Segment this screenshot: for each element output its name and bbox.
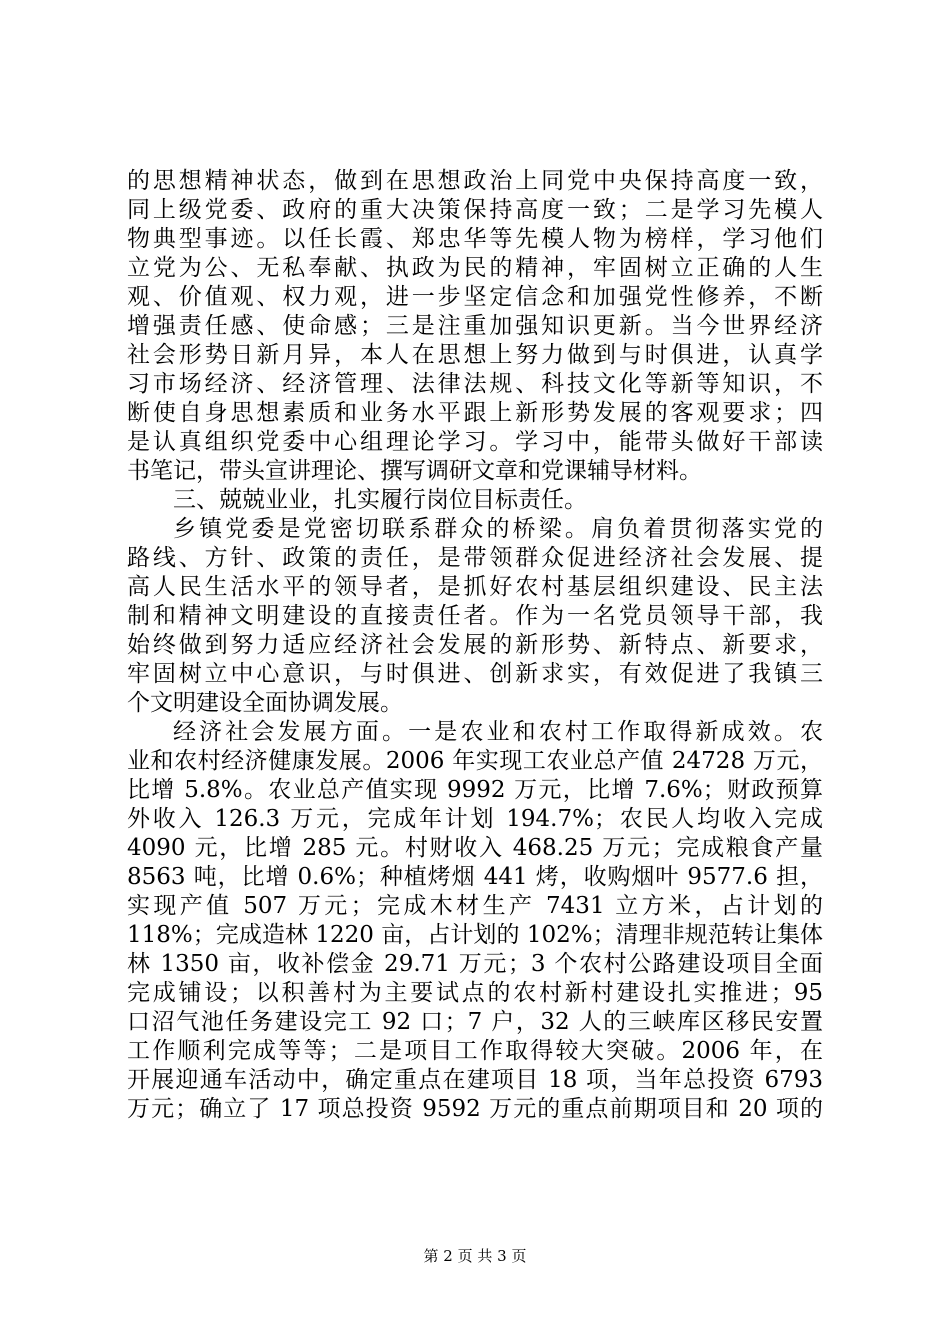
text-line: 乡镇党委是党密切联系群众的桥梁。肩负着贯彻落实党的 bbox=[173, 516, 823, 542]
text-line: 社会形势日新月异，本人在思想上努力做到与时俱进，认真学 bbox=[127, 342, 823, 368]
text-line: 书笔记，带头宣讲理论、撰写调研文章和党课辅导材料。 bbox=[127, 458, 702, 484]
text-line: 外收入 126.3 万元，完成年计划 194.7%；农民人均收入完成 bbox=[127, 806, 823, 832]
text-line: 林 1350 亩，收补偿金 29.71 万元；3 个农村公路建设项目全面 bbox=[127, 951, 823, 977]
text-line: 是认真组织党委中心组理论学习。学习中，能带头做好干部读 bbox=[127, 429, 823, 455]
text-line: 比增 5.8%。农业总产值实现 9992 万元，比增 7.6%；财政预算 bbox=[127, 777, 823, 803]
text-line: 工作顺利完成等等；二是项目工作取得较大突破。2006 年，在 bbox=[127, 1038, 823, 1064]
text-line: 立党为公、无私奉献、执政为民的精神，牢固树立正确的人生 bbox=[127, 255, 823, 281]
text-line: 业和农村经济健康发展。2006 年实现工农业总产值 24728 万元， bbox=[127, 748, 823, 774]
text-line: 观、价值观、权力观，进一步坚定信念和加强党性修养，不断 bbox=[127, 284, 823, 310]
text-line: 断使自身思想素质和业务水平跟上新形势发展的客观要求；四 bbox=[127, 400, 823, 426]
text-line: 始终做到努力适应经济社会发展的新形势、新特点、新要求， bbox=[127, 632, 823, 658]
text-line: 口沼气池任务建设完工 92 口；7 户，32 人的三峡库区移民安置 bbox=[127, 1009, 823, 1035]
text-line: 118%；完成造林 1220 亩，占计划的 102%；清理非规范转让集体 bbox=[127, 922, 823, 948]
text-line: 高人民生活水平的领导者，是抓好农村基层组织建设、民主法 bbox=[127, 574, 823, 600]
text-line: 4090 元，比增 285 元。村财收入 468.25 万元；完成粮食产量 bbox=[127, 835, 823, 861]
text-line: 经济社会发展方面。一是农业和农村工作取得新成效。农 bbox=[173, 719, 823, 745]
text-line: 牢固树立中心意识，与时俱进、创新求实，有效促进了我镇三 bbox=[127, 661, 823, 687]
text-line: 习市场经济、经济管理、法律法规、科技文化等新等知识，不 bbox=[127, 371, 823, 397]
text-line: 的思想精神状态，做到在思想政治上同党中央保持高度一致， bbox=[127, 168, 823, 194]
text-line: 路线、方针、政策的责任，是带领群众促进经济社会发展、提 bbox=[127, 545, 823, 571]
text-line: 万元；确立了 17 项总投资 9592 万元的重点前期项目和 20 项的 bbox=[127, 1096, 823, 1122]
text-line: 增强责任感、使命感；三是注重加强知识更新。当今世界经济 bbox=[127, 313, 823, 339]
text-line: 物典型事迹。以任长霞、郑忠华等先模人物为榜样，学习他们 bbox=[127, 226, 823, 252]
body-text bbox=[127, 167, 823, 1124]
text-line: 个文明建设全面协调发展。 bbox=[127, 690, 403, 716]
page-number-footer: 第 2 页 共 3 页 bbox=[423, 1247, 527, 1265]
text-line: 实现产值 507 万元；完成木材生产 7431 立方米，占计划的 bbox=[127, 893, 823, 919]
text-line: 完成铺设；以积善村为主要试点的农村新村建设扎实推进；95 bbox=[127, 980, 823, 1006]
text-line: 制和精神文明建设的直接责任者。作为一名党员领导干部，我 bbox=[127, 603, 823, 629]
text-line: 开展迎通车活动中，确定重点在建项目 18 项，当年总投资 6793 bbox=[127, 1067, 823, 1093]
text-line: 8563 吨，比增 0.6%；种植烤烟 441 烤，收购烟叶 9577.6 担， bbox=[127, 864, 823, 890]
text-line: 同上级党委、政府的重大决策保持高度一致；二是学习先模人 bbox=[127, 197, 823, 223]
section-heading: 三、兢兢业业，扎实履行岗位目标责任。 bbox=[173, 487, 587, 513]
